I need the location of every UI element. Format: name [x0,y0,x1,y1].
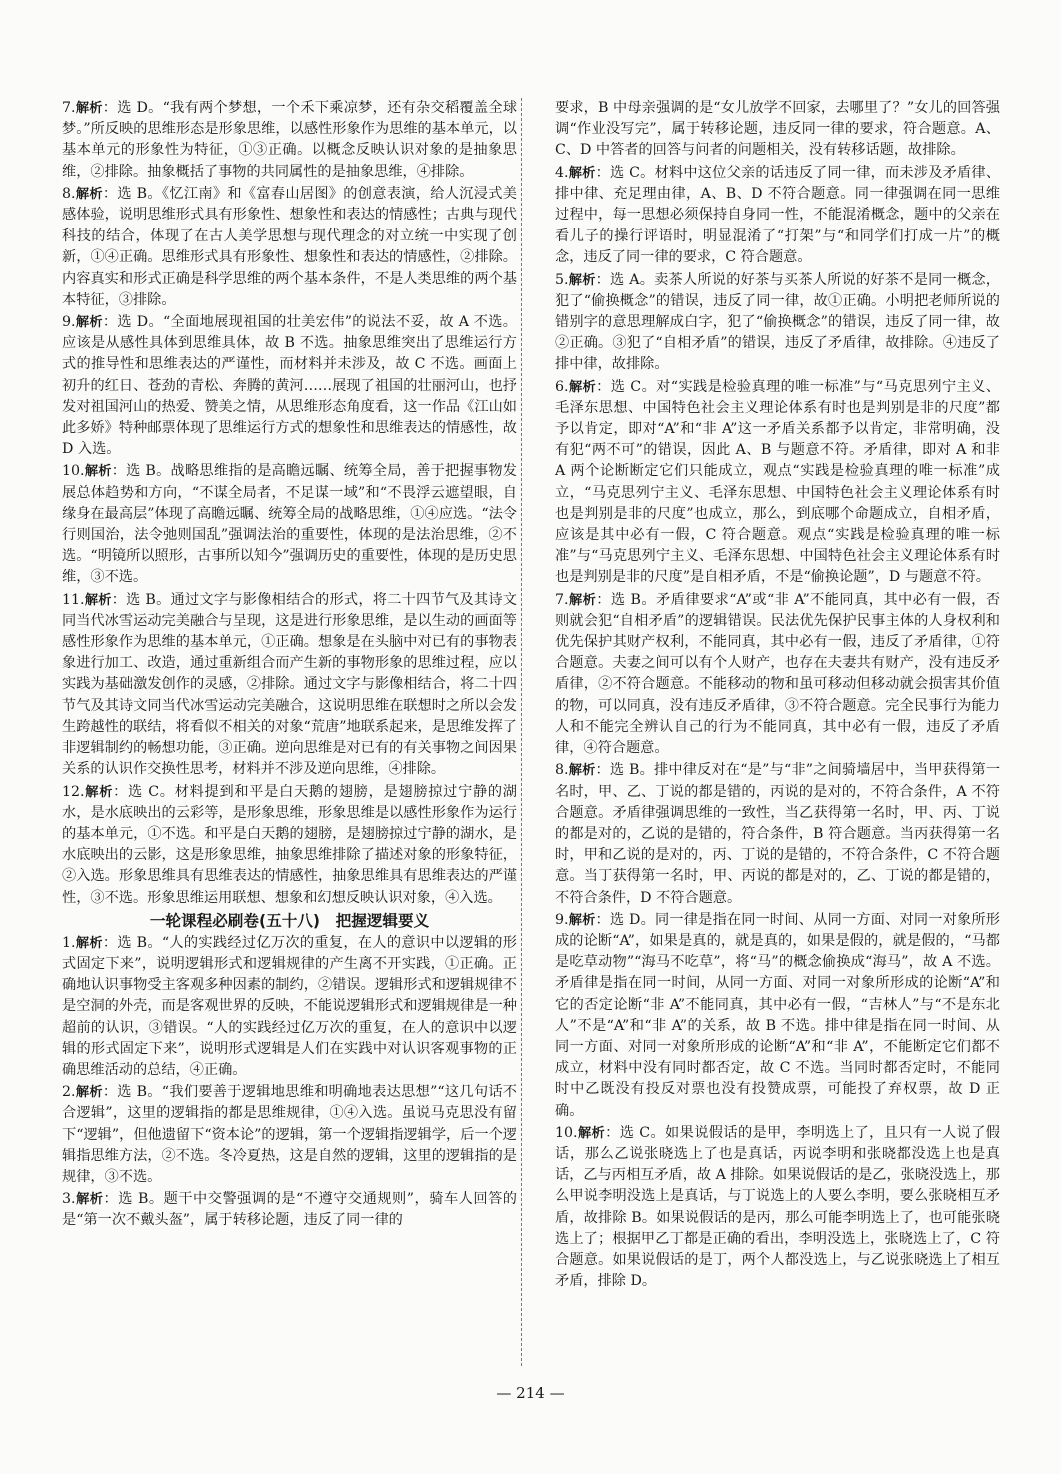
item-text: ：选 B。题干中交警强调的是“不遵守交通规则”，骑车人回答的是“第一次不戴头盔”，属于转移论题，违反了同一律的 [62,1191,517,1229]
item-text: ：选 D。同一律是指在同一时间、从同一方面、对同一对象所形成的论断“A”，如果是真的，就是真的，如果是假的，就是假的，“马都是吃草动物”“海马不吃草”，将“马”的概念偷换成“海马”，故 A 不选。矛盾律是指在同一时间，从同一方面、对同一对象所形成的论断“A”和它的否定论断“非 A”不能同真，其中必有一假，“吉林人”与“不是东北人”不是“A”和“非 A”的关系，故 B 不选。排中律是指在同一时间、从同一方面、对同一对象所形成的论断“A”和“非 A”，不能断定它们都不成立，材料中没有同时都否定，故 C 不选。当同时都否定时，不能同时中乙既没有投反对票也没有投赞成票，可能投了弃权票，故 D 正确。 [555,911,1000,1119]
item-label: 解析 [568,912,596,928]
right-column [555,98,1000,1293]
left-items-before-section [62,98,517,909]
item-label: 解析 [75,935,103,951]
item-label: 解析 [84,784,114,800]
item-text: ：选 C。如果说假话的是甲，李明选上了，且只有一人说了假话，那么乙说张晓选上了也是真话，丙说李明和张晓都没选上也是真话，乙与丙相互矛盾，故 A 排除。如果说假话的是乙，张晓没选上，那么甲说李明没选上是真话，与丁说选上的人要么李明，要么张晓相互矛盾，故排除 B。如果说假话的是丙，那么可能李明选上了，也可能张晓选上了；根据甲乙丁都是正确的看出，李明没选上，张晓选上了，C 符合题意。如果说假话的是丁，两个人都没选上，与乙说张晓选上了相互矛盾，排除 D。 [555,1124,1000,1290]
left-column [62,98,517,1233]
item-number: 10. [555,1124,578,1141]
item-number: 7. [555,591,569,608]
answer-item [555,760,1000,908]
item-label: 解析 [84,464,112,480]
item-text: ：选 C。材料中这位父亲的话违反了同一律，而未涉及矛盾律、排中律、充足理由律，A、B、D 不符合题意。同一律强调在同一思维过程中，每一思想必须保持自身同一性，不能混淆概念，题中的父亲在看儿子的操行评语时，明显混淆了“打架”与“和同学们打成一片”的概念，违反了同一律的要求，C 符合题意。 [555,164,1001,266]
section-title: 一轮课程必刷卷(五十八) 把握逻辑要义 [149,911,430,930]
item-label: 解析 [577,1125,606,1141]
item-text: ：选 B。“人的实践经过亿万次的重复，在人的意识中以逻辑的形式固定下来”，说明逻辑形式和逻辑规律的产生离不开实践，①正确。正确地认识事物受主客观多种因素的制约，②错误。逻辑形式和逻辑规律不是空洞的外壳，而是客观世界的反映，不能说逻辑形式和逻辑规律是一种超前的认识，③错误。“人的实践经过亿万次的重复，在人的意识中以逻辑的形式固定下来”，说明形式逻辑是人们在实践中对认识客观事物的正确思维活动的总结，④正确。 [62,934,517,1078]
item-number: 4. [555,164,569,181]
item-label: 解析 [568,379,597,395]
item-text: ：选 D。“全面地展现祖国的壮美宏伟”的说法不妥，故 A 不选。应该是从感性具体到思维具体，故 B 不选。抽象思维突出了思维运行方式的推导性和思维表达的严谨性，而材料并未涉及，故 C 不选。画面上初升的红日、苍劲的青松、奔腾的黄河……展现了祖国的壮丽河山，也抒发对祖国河山的热爱、赞美之情，从思维形态角度看，这一作品《江山如此多娇》特种邮票体现了思维运行方式的想象性和思维表达的情感性，故 D 入选。 [62,314,517,458]
item-text: ：选 B。排中律反对在“是”与“非”之间骑墙居中，当甲获得第一名时，甲、乙、丁说的都是错的，丙说的是对的，不符合条件，A 不符合题意。矛盾律强调思维的一致性，当乙获得第一名时，甲、丙、丁说的都是对的，乙说的是错的，符合条件，B 符合题意。当丙获得第一名时，甲和乙说的是对的，丙、丁说的是错的，不符合条件，C 不符合题意。当丁获得第一名时，甲、丙说的都是对的，乙、丁说的都是错的，不符合条件，D 不符合题意。 [555,762,1001,906]
item-text: ：选 B。战略思维指的是高瞻远瞩、统筹全局，善于把握事物发展总体趋势和方向，“不谋全局者，不足谋一域”和“不畏浮云遮望眼，自缘身在最高层”体现了高瞻远瞩、统筹全局的战略思维，①④应选。“法令行则国治，法令弛则国乱”强调法治的重要性，体现的是法治思维，②不选。“明镜所以照形，古事所以知今”强调历史的重要性，体现的是历史思维，③不选。 [62,463,517,586]
answer-item [62,98,517,183]
item-number: 10. [62,463,85,480]
item-label: 解析 [75,101,103,116]
answer-item [555,1123,1000,1293]
item-number: 9. [555,911,569,928]
answer-item [555,270,1000,376]
item-number: 1. [62,934,76,951]
answer-item [555,590,1000,760]
item-number: 7. [62,100,76,116]
item-text: ：选 A。卖茶人所说的好茶与买茶人所说的好茶不是同一概念，犯了“偷换概念”的错误，违反了同一律，故①正确。小明把老师所说的错别字的意思理解成白字，犯了“偷换概念”的错误，违反了同一律，故②正确。③犯了“自相矛盾”的错误，违反了矛盾律，故排除。④违反了排中律，故排除。 [555,271,1000,373]
item-label: 解析 [568,165,596,181]
item-text: ：选 B。“我们要善于逻辑地思维和明确地表达思想”“这几句话不合逻辑”，这里的逻辑指的都是思维规律，①④入选。虽说马克思没有留下“逻辑”，但他遗留下“资本论”的逻辑，第一个逻辑指逻辑学，后一个逻辑指思维方法，②不选。冬冷夏热，这是自然的逻辑，这里的逻辑指的是规律，③不选。 [62,1084,517,1185]
answer-item [62,461,517,588]
item-text: ：选 B。矛盾律要求“A”或“非 A”不能同真，其中必有一假，否则就会犯“自相矛盾”的逻辑错误。民法优先保护民事主体的人身权利和优先保护其财产权利，不能同真，其中必有一假，违反了矛盾律，①符合题意。夫妻之间可以有个人财产，也存在夫妻共有财产，没有违反矛盾律，②不符合题意。不能移动的物和虽可移动但移动就会损害其价值的物，可以同真，没有违反矛盾律，③不符合题意。完全民事行为能力人和不能完全辨认自己的行为不能同真，其中必有一假，违反了矛盾律，④符合题意。 [555,591,1001,757]
answer-item [62,312,517,460]
item-text: ：选 C。对“实践是检验真理的唯一标准”与“马克思列宁主义、毛泽东思想、中国特色社会主义理论体系有时也是判别是非的尺度”都予以肯定，即对“A”和“非 A”这一矛盾关系都予以肯定，非常明确，没有犯“两不可”的错误，因此 A、B 与题意不符。矛盾律，即对 A 和非 A 两个论断断定它们只能成立，观点“实践是检验真理的唯一标准”成立，“马克思列宁主义、毛泽东思想、中国特色社会主义理论体系有时也是判别是非的尺度”也成立，那么，到底哪个命题成立，自相矛盾，应该是其中必有一假，C 符合题意。观点“实践是检验真理的唯一标准”与“马克思列宁主义、毛泽东思想、中国特色社会主义理论体系有时也是判别是非的尺度”是自相矛盾，不是“偷换论题”，D 与题意不符。 [555,378,1000,586]
item-number: 3. [62,1191,76,1208]
item-label: 解析 [568,592,597,608]
answer-item [62,590,517,781]
answer-item [555,377,1000,589]
left-items-after-section [62,933,517,1232]
answer-item [555,98,1000,162]
item-label: 解析 [75,315,103,331]
item-text: ：选 D。“我有两个梦想，一个禾下乘凉梦，还有杂交稻覆盖全球梦。”所反映的思维形态是形象思维，以感性形象作为思维的基本单元，以基本单元的形象性为特征，①③正确。以概念反映认识对象的是抽象思维，②排除。抽象概括了事物的共同属性的是抽象思维，④排除。 [62,100,518,180]
item-text: 要求，B 中母亲强调的是“女儿放学不回家，去哪里了？”女儿的回答强调“作业没写完”，属于转移论题，违反同一律的要求，符合题意。A、C、D 中答者的回答与问者的问题相关，没有转移话题，故排除。 [555,100,1000,159]
item-label: 解析 [568,763,596,779]
item-label: 解析 [568,272,596,288]
answer-item [62,1082,517,1188]
page-number: — 214 — [496,1384,565,1402]
item-number: 8. [555,762,569,779]
item-number: 11. [62,591,85,608]
item-label: 解析 [75,186,103,202]
item-number: 2. [62,1084,76,1101]
answer-item [62,782,517,909]
item-number: 9. [62,314,76,331]
answer-item [62,1189,517,1231]
item-label: 解析 [84,592,112,608]
item-number: 8. [62,185,76,202]
answer-item [62,933,517,1081]
answer-item [555,163,1000,269]
item-label: 解析 [75,1085,103,1101]
item-number: 6. [555,378,569,395]
item-number: 5. [555,271,569,288]
item-text: ：选 C。材料提到和平是白天鹅的翅膀，是翅膀掠过宁静的湖水，是水底映出的云彩等，是形象思维，形象思维是以感性形象作为运行的基本单元，①不选。和平是白天鹅的翅膀，是翅膀掠过宁静的湖水，是水底映出的云影，这是形象思维，抽象思维排除了描述对象的形象特征，②入选。形象思维具有思维表达的情感性，抽象思维具有思维表达的严谨性，③不选。形象思维运用联想、想象和幻想反映认识对象，④入选。 [62,783,517,906]
answer-item [62,184,517,311]
item-label: 解析 [75,1192,104,1208]
right-items [555,98,1000,1292]
answer-item [555,910,1000,1122]
item-number: 12. [62,783,85,800]
item-text: ：选 B。通过文字与影像相结合的形式，将二十四节气及其诗文同当代冰雪运动完美融合与呈现，这是进行形象思维，是以生动的画面等感性形象作为思维的基本单元，①正确。想象是在头脑中对已有的事物表象进行加工、改造，通过重新组合而产生新的事物形象的思维过程，应以实践为基础激发创作的灵感，②排除。通过文字与影像相结合，将二十四节气及其诗文同当代冰雪运动完美融合，这说明思维在联想时之所以会发生跨越性的联结，将看似不相关的对象“荒唐”地联系起来，是思维发挥了非逻辑制约的畅想功能，③正确。逆向思维是对已有的有关事物之间因果关系的认识作交换性思考，材料并不涉及逆向思维，④排除。 [62,591,517,778]
column-divider [521,98,522,1366]
item-text: ：选 B。《忆江南》和《富春山居图》的创意表演，给人沉浸式美感体验，说明思维形式具有形象性、想象性和表达的情感性；古典与现代科技的结合，体现了在古人美学思想与现代理念的对立统一中实现了创新，①④正确。思维形式具有形象性、想象性和表达的情感性，②排除。内容真实和形式正确是科学思维的两个基本条件，不是人类思维的两个基本特征，③排除。 [62,185,517,308]
